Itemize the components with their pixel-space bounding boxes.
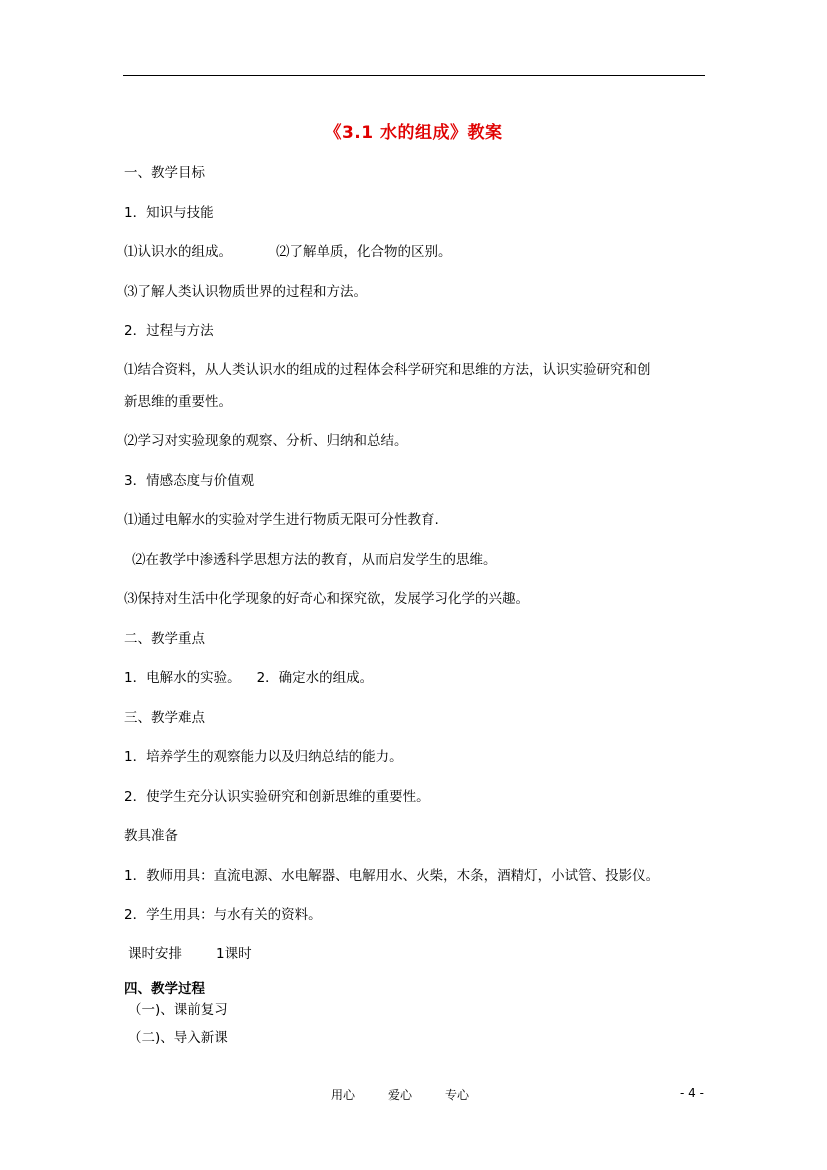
subheading-knowledge: 1．知识与技能 [124,205,214,221]
footer-motto-1: 用心 [331,1088,356,1102]
document-title: 《3.1 水的组成》教案 [324,123,503,143]
key-point-item: 1．电解水的实验。 [124,670,241,686]
schedule-line [128,945,252,963]
footer-motto-2: 爱心 [388,1088,413,1102]
objective-line [124,243,452,261]
key-points-line [124,669,373,687]
objective-item: ⑶保持对生活中化学现象的好奇心和探究欲，发展学习化学的兴趣。 [124,591,529,607]
page-number: - 4 - [680,1086,704,1100]
difficulty-item: 1．培养学生的观察能力以及归纳总结的能力。 [124,749,403,765]
objective-item: ⑴通过电解水的实验对学生进行物质无限可分性教育. [124,512,439,528]
difficulty-item: 2．使学生充分认识实验研究和创新思维的重要性。 [124,789,430,805]
section-heading-process: 四、教学过程 [124,981,205,997]
objective-item-continued: 新思维的重要性。 [124,394,232,410]
materials-item: 1．教师用具：直流电源、水电解器、电解用水、火柴，木条，酒精灯，小试管、投影仪。 [124,868,660,884]
header-rule [123,75,705,76]
objective-item: ⑵了解单质，化合物的区别。 [276,244,452,260]
objective-item: ⑵学习对实验现象的观察、分析、归纳和总结。 [124,433,408,449]
materials-item: 2．学生用具：与水有关的资料。 [124,907,322,923]
process-step: （一)、课前复习 [128,1002,228,1018]
schedule-value: 1课时 [216,946,252,962]
objective-item: ⑵在教学中渗透科学思想方法的教育，从而启发学生的思维。 [132,552,497,568]
subheading-attitude: 3．情感态度与价值观 [124,473,255,489]
objective-item: ⑴结合资料，从人类认识水的组成的过程体会科学研究和思维的方法，认识实验研究和创 [124,362,651,378]
subheading-process: 2．过程与方法 [124,323,214,339]
section-heading-key-points: 二、教学重点 [124,631,205,647]
section-heading-difficulties: 三、教学难点 [124,710,205,726]
footer-motto-3: 专心 [445,1088,470,1102]
key-point-item: 2．确定水的组成。 [256,670,374,686]
section-heading-objectives: 一、教学目标 [124,165,205,181]
schedule-label: 课时安排 [128,946,182,962]
process-step: （二)、导入新课 [128,1030,228,1046]
objective-item: ⑶了解人类认识物质世界的过程和方法。 [124,284,367,300]
objective-item: ⑴认识水的组成。 [124,244,232,260]
section-heading-materials: 教具准备 [124,828,178,844]
